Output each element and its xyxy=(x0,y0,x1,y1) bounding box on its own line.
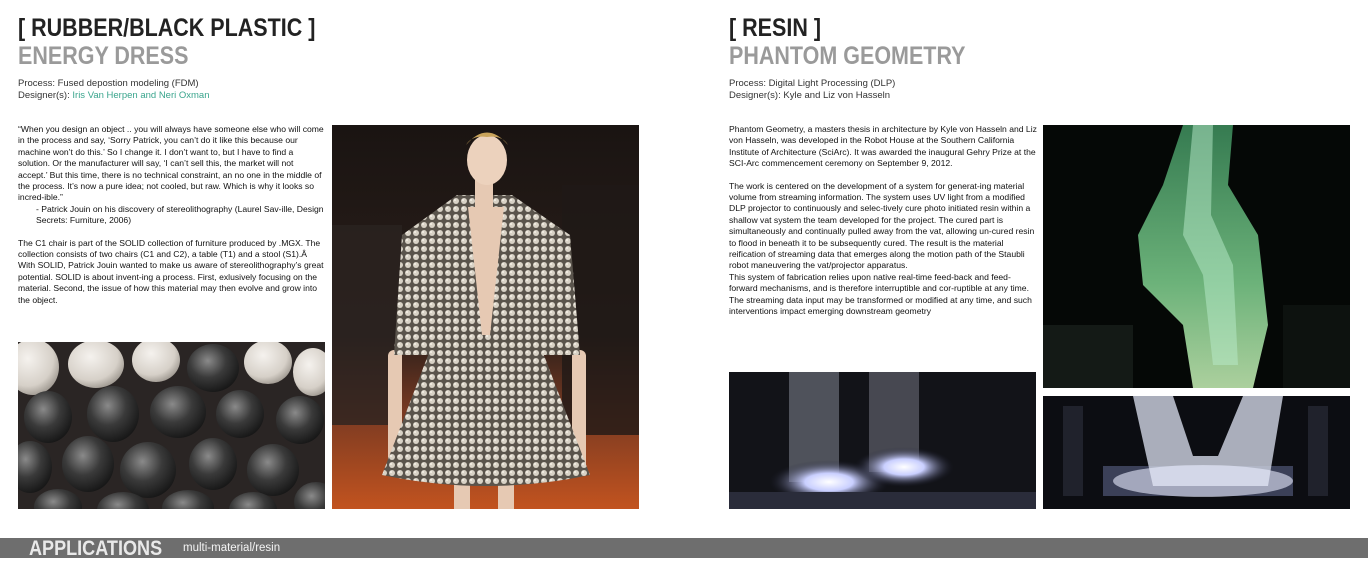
designer-line xyxy=(729,90,895,102)
runway-dress-photo xyxy=(332,125,639,509)
right-body-text xyxy=(729,124,1037,329)
process-line: Process: Digital Light Processing (DLP) xyxy=(729,78,896,89)
left-body-text xyxy=(18,124,324,317)
quote-attribution: - Patrick Jouin on his discovery of stereolithography (Laurel Sav-ille, Design Secrets: Furniture, 2006) xyxy=(36,203,324,226)
article-title: ENERGY DRESS xyxy=(18,42,189,70)
article-meta xyxy=(729,78,895,102)
resin-detail-photo xyxy=(1043,396,1350,509)
category-heading: [ RESIN ] xyxy=(729,14,821,42)
designer-line xyxy=(18,90,210,102)
quote-text: “When you design an object .. you will always have someone else who will come in the process and say, ‘Sorry Patrick, you can’t do it like this because our machine won’t do this.’ So I change it. I don’t want to, but I have to find a solution. Or the manufacturer will say, ‘I can’t sell this, the market will not accept.’ But this time, there is no technical constraint, an no one in the middle of the process. It’s now a pure idea; not cooled, but raw. Which is why it looks so incred-ible.” xyxy=(18,124,324,203)
article-title: PHANTOM GEOMETRY xyxy=(729,42,966,70)
footer-section-title: APPLICATIONS xyxy=(29,537,163,560)
process-line: Process: Fused depostion modeling (FDM) xyxy=(18,78,199,89)
designer-names: Iris Van Herpen and Neri Oxman xyxy=(72,90,210,101)
body-paragraph-3: This system of fabrication relies upon native real-time feed-back and feed-forward mechanisms, and is therefore interruptible and cor-ruptible at any time. The streaming data input may be transformed or modified at any time, and such interventions impact emerging downstream geometry xyxy=(729,271,1032,317)
designer-names: Kyle and Liz von Hasseln xyxy=(783,90,891,101)
body-paragraph-2: The work is centered on the development of a system for generat-ing material volume from streaming information. The system uses UV light from a modified DLP projector to continuously and selec-tively cure photo initiated resin within a shallow vat system the team developed for the project. The cured part is simultaneously and continually pulled away from the vat, allowing un-cured resin to flood in beneath it to be subsequently cured. The result is the material reification of streaming data that emerges along the motion path of the Staubli robot maneuvering the vat/projector apparatus. xyxy=(729,180,1035,271)
designer-label: Designer(s): xyxy=(729,90,781,101)
category-heading: [ RUBBER/BLACK PLASTIC ] xyxy=(18,14,316,42)
green-resin-photo xyxy=(1043,125,1350,388)
spikes-closeup-photo xyxy=(18,342,325,509)
body-paragraph-1: Phantom Geometry, a masters thesis in architecture by Kyle von Hasseln and Liz von Hasseln, was developed in the Robot House at the Southern California Institute of Architecture (SciArc). It was awarded the inaugural Gehry Prize at the SCI-Arc commencement ceremony on September 9, 2012. xyxy=(729,124,1037,169)
article-meta xyxy=(18,78,210,102)
body-paragraph: The C1 chair is part of the SOLID collection of furniture produced by .MGX. The collection consists of two chairs (C1 and C2), a table (T1) and a stool (S1).Â With SOLID, Patrick Jouin wanted to make us aware of stereolithography’s great potential. SOLID is about invent-ing a process. First, exlusively focusing on the material. Second, the issue of how this material may then evolve and grow into the object. xyxy=(18,237,324,305)
footer-subsection: multi-material/resin xyxy=(183,542,281,554)
resin-vat-photo xyxy=(729,372,1036,509)
designer-label: Designer(s): xyxy=(18,90,70,101)
